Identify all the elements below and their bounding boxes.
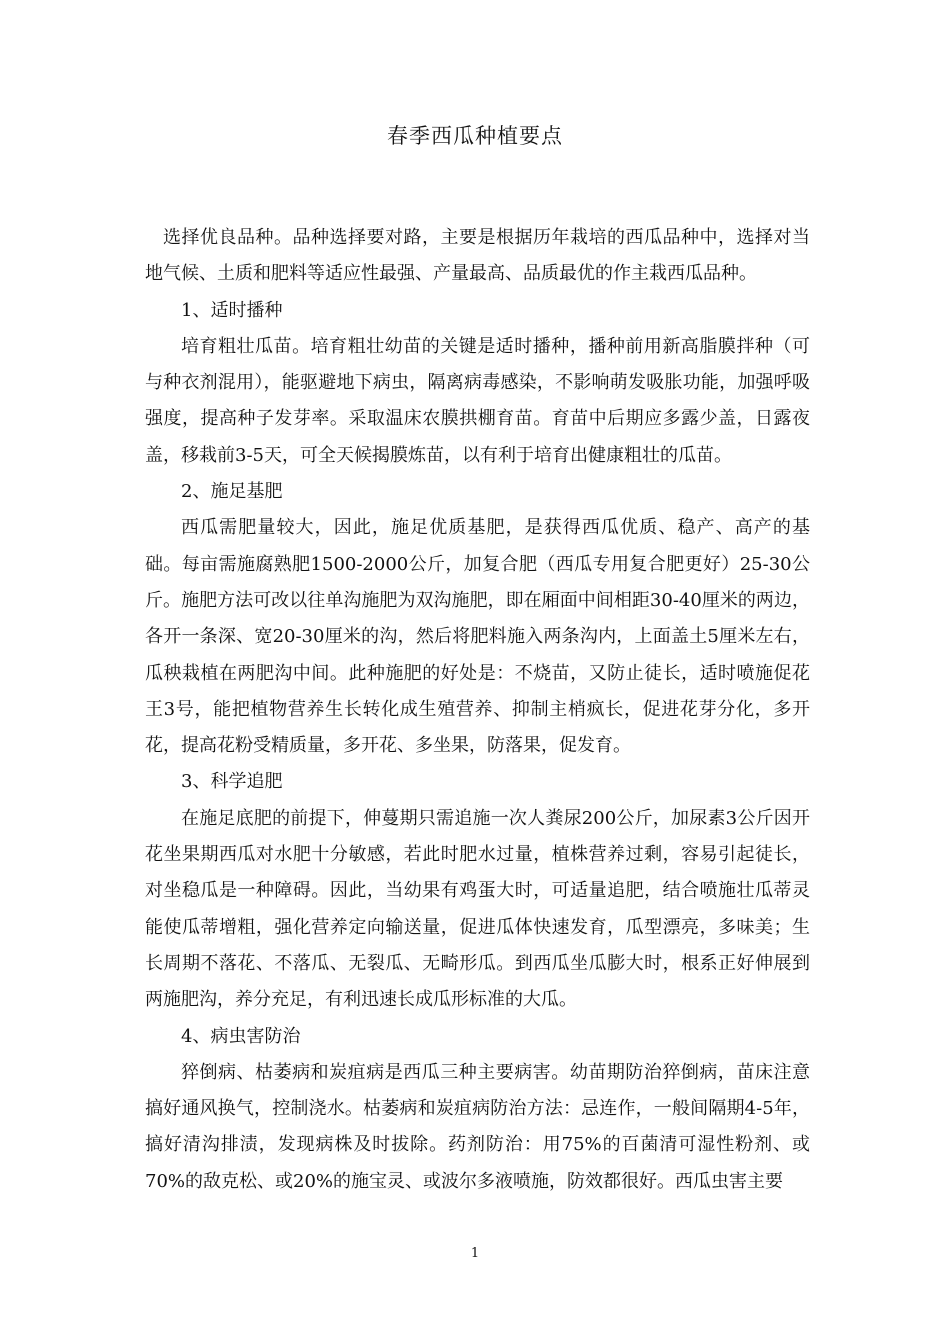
document-title: 春季西瓜种植要点 bbox=[387, 124, 563, 148]
section-text-base-fertilizer: 西瓜需肥量较大，因此，施足优质基肥，是获得西瓜优质、稳产、高产的基础。每亩需施腐熟肥1500-2000公斤，加复合肥（西瓜专用复合肥更好）25-30公斤。施肥方法可改以往单沟施肥为双沟施肥，即在厢面中间相距30-40厘米的两边，各开一条深、宽20-30厘米的沟，然后将肥料施入两条沟内，上面盖土5厘米左右，瓜秧栽植在两肥沟中间。此种施肥的好处是：不烧苗，又防止徒长，适时喷施促花王3号，能把植物营养生长转化成生殖营养、抑制主梢疯长，促进花芽分化，多开花，提高花粉受精质量，多开花、多坐果，防落果，促发育。 bbox=[145, 517, 810, 757]
section-text-sowing: 培育粗壮瓜苗。培育粗壮幼苗的关键是适时播种，播种前用新高脂膜拌种（可与种衣剂混用），能驱避地下病虫，隔离病毒感染，不影响萌发吸胀功能，加强呼吸强度，提高种子发芽率。采取温床农膜拱棚育苗。育苗中后期应多露少盖，日露夜盖，移栽前3-5天，可全天候揭膜炼苗，以有利于培育出健康粗壮的瓜苗。 bbox=[145, 335, 810, 466]
section-heading-pest-control: 4、病虫害防治 bbox=[181, 1025, 301, 1047]
section-heading-base-fertilizer: 2、施足基肥 bbox=[181, 481, 283, 503]
section-text-pest-control: 猝倒病、枯萎病和炭疽病是西瓜三种主要病害。幼苗期防治猝倒病，苗床注意搞好通风换气，控制浇水。枯萎病和炭疽病防治方法：忌连作，一般间隔期4-5年，搞好清沟排渍，发现病株及时拔除。药剂防治：用75%的百菌清可湿性粉剂、或70%的敌克松、或20%的施宝灵、或波尔多液喷施，防效都很好。西瓜虫害主要 bbox=[145, 1061, 810, 1192]
intro-paragraph: 选择优良品种。品种选择要对路，主要是根据历年栽培的西瓜品种中，选择对当地气候、土质和肥料等适应性最强、产量最高、品质最优的作主栽西瓜品种。 bbox=[145, 227, 810, 285]
document-body bbox=[145, 220, 810, 1200]
page-number: 1 bbox=[470, 1246, 480, 1261]
section-text-topdressing: 在施足底肥的前提下，伸蔓期只需追施一次人粪尿200公斤，加尿素3公斤因开花坐果期西瓜对水肥十分敏感，若此时肥水过量，植株营养过剩，容易引起徒长，对坐稳瓜是一种障碍。因此，当幼果有鸡蛋大时，可适量追肥，结合喷施壮瓜蒂灵能使瓜蒂增粗，强化营养定向输送量，促进瓜体快速发育，瓜型漂亮，多味美；生长周期不落花、不落瓜、无裂瓜、无畸形瓜。到西瓜坐瓜膨大时，根系正好伸展到两施肥沟，养分充足，有利迅速长成瓜形标准的大瓜。 bbox=[145, 807, 810, 1011]
section-heading-topdressing: 3、科学追肥 bbox=[181, 771, 283, 793]
section-heading-sowing: 1、适时播种 bbox=[181, 299, 283, 321]
